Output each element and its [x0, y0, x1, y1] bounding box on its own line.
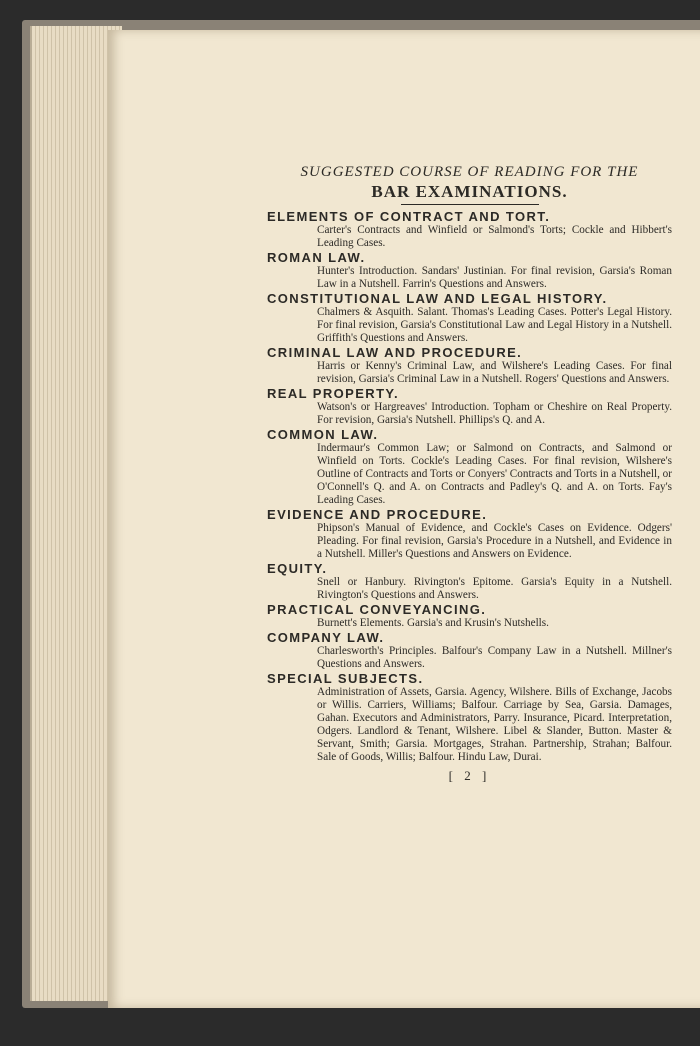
- section-heading: CONSTITUTIONAL LAW AND LEGAL HISTORY.: [267, 291, 608, 306]
- section-heading: COMMON LAW.: [267, 427, 379, 442]
- section-text: Chalmers & Asquith. Salant. Thomas's Leading Cases. Potter's Legal History. For final revision, Garsia's Constitutional Law and Legal History in a Nutshell. Griffith's Questions and Answers.: [317, 306, 672, 344]
- title-line-2: BAR EXAMINATIONS.: [371, 182, 568, 201]
- section-text: Carter's Contracts and Winfield or Salmond's Torts; Cockle and Hibbert's Leading Cases.: [317, 224, 672, 249]
- section-heading: PRACTICAL CONVEYANCING.: [267, 602, 487, 617]
- section-text: Charlesworth's Principles. Balfour's Company Law in a Nutshell. Millner's Questions and Answers.: [317, 645, 672, 670]
- page-number: [ 2 ]: [448, 768, 491, 783]
- section-text: Indermaur's Common Law; or Salmond on Contracts, and Salmond or Winfield on Torts. Cockle's Leading Cases. For final revision, Wilshere's Outline of Contracts and Torts or Conyers' Contracts and Torts in a Nutshell, or O'Connell's Q. and A. on Contracts and Padley's Q. and A. on Torts. Fay's Leading Cases.: [317, 442, 672, 506]
- section-text: Harris or Kenny's Criminal Law, and Wilshere's Leading Cases. For final revision, Garsia's Criminal Law in a Nutshell. Rogers' Questions and Answers.: [317, 360, 672, 385]
- section-heading: EQUITY.: [267, 561, 328, 576]
- section-heading: COMPANY LAW.: [267, 630, 385, 645]
- section-text: Snell or Hanbury. Rivington's Epitome. Garsia's Equity in a Nutshell. Rivington's Questions and Answers.: [317, 576, 672, 601]
- section-text: Phipson's Manual of Evidence, and Cockle's Cases on Evidence. Odgers' Pleading. For final revision, Garsia's Procedure in a Nutshell, and Evidence in a Nutshell. Miller's Questions and Answers on Evidence.: [317, 522, 672, 560]
- reading-list: [267, 164, 672, 784]
- section-heading: ELEMENTS OF CONTRACT AND TORT.: [267, 209, 551, 224]
- section-text: Watson's or Hargreaves' Introduction. Topham or Cheshire on Real Property. For revision, Garsia's Nutshell. Phillips's Q. and A.: [317, 401, 672, 426]
- section-heading: CRIMINAL LAW AND PROCEDURE.: [267, 345, 523, 360]
- title-line-1: SUGGESTED COURSE OF READING FOR THE: [300, 164, 639, 180]
- title-rule: [401, 204, 539, 205]
- section-text: Burnett's Elements. Garsia's and Krusin's Nutshells.: [317, 617, 549, 629]
- section-heading: REAL PROPERTY.: [267, 386, 400, 401]
- section-heading: SPECIAL SUBJECTS.: [267, 671, 424, 686]
- section-text: Administration of Assets, Garsia. Agency, Wilshere. Bills of Exchange, Jacobs or Willis. Carriers, Williams; Balfour. Carriage by Sea, Garsia. Damages, Gahan. Executors and Administrators, Parry. Insurance, Picard. Interpretation, Odgers. Landlord & Tenant, Wilshere. Libel & Slander, Button. Master & Servant, Smith; Garsia. Mortgages, Strahan. Partnership, Strahan; Balfour. Sale of Goods, Willis; Balfour. Hindu Law, Durai.: [317, 686, 672, 763]
- section-heading: ROMAN LAW.: [267, 250, 366, 265]
- section-heading: EVIDENCE AND PROCEDURE.: [267, 507, 488, 522]
- section-text: Hunter's Introduction. Sandars' Justinian. For final revision, Garsia's Roman Law in a Nutshell. Farrin's Questions and Answers.: [317, 265, 672, 290]
